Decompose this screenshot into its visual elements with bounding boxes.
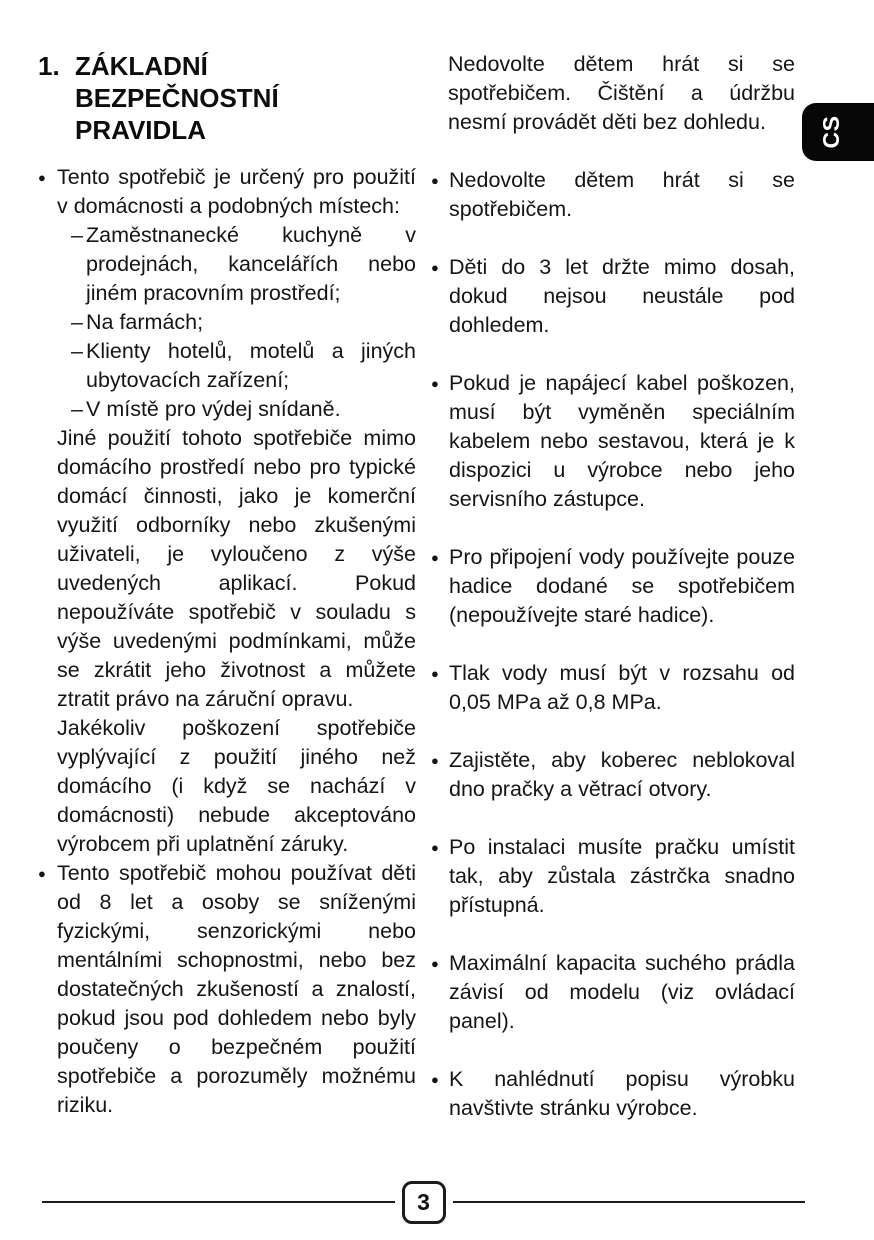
list-item-text: K nahlédnutí popisu výrobku navštivte stránku výrobce.	[449, 1067, 795, 1120]
list-item-text: Děti do 3 let držte mimo dosah, dokud nejsou neustále pod dohledem.	[449, 255, 795, 337]
list-item-text: Pro připojení vody používejte pouze hadice dodané se spotřebičem (nepoužívejte staré hadice).	[449, 545, 795, 627]
list-item-text: Zaměstnanecké kuchyně v prodejnách, kancelářích nebo jiném pracovním prostředí;	[86, 223, 416, 305]
dash-icon: –	[71, 339, 83, 363]
bullet-icon: ●	[431, 173, 439, 188]
bullet-icon: ●	[431, 753, 439, 768]
list-item-text: Klienty hotelů, motelů a jiných ubytovacích zařízení;	[86, 339, 416, 392]
list-item	[431, 166, 795, 224]
list-item-text: Tlak vody musí být v rozsahu od 0,05 MPa až 0,8 MPa.	[449, 661, 795, 714]
bullet-icon: ●	[431, 376, 439, 391]
footer-rule-left	[42, 1201, 395, 1203]
list-item	[431, 253, 795, 340]
list-item	[38, 424, 416, 714]
footer-rule-right	[453, 1201, 806, 1203]
dash-icon: –	[71, 223, 83, 247]
left-column	[38, 50, 416, 1120]
list-item	[431, 543, 795, 630]
bullet-icon: ●	[431, 1072, 439, 1087]
list-item	[38, 163, 416, 221]
bullet-icon: ●	[431, 550, 439, 565]
list-item-text: Tento spotřebič mohou používat děti od 8 let a osoby se sníženými fyzickými, senzorickými nebo mentálními schopnostmi, nebo bez dostatečných zkušeností a znalostí, pokud jsou pod dohledem nebo byly poučeny o bezpečném použití spotřebiče a porozuměly možnému riziku.	[57, 861, 416, 1117]
list-item	[431, 746, 795, 804]
section-heading	[38, 50, 416, 146]
list-item-text: Tento spotřebič je určený pro použití v domácnosti a podobných místech:	[57, 165, 416, 218]
left-column-items	[38, 163, 416, 1120]
list-item	[38, 308, 416, 337]
list-item	[38, 221, 416, 308]
section-number: 1.	[38, 51, 60, 81]
list-item-text: Po instalaci musíte pračku umístit tak, aby zůstala zástrčka snadno přístupná.	[449, 835, 795, 917]
list-item-text: V místě pro výdej snídaně.	[86, 397, 341, 421]
bullet-icon: ●	[38, 170, 46, 185]
list-item	[431, 50, 795, 137]
page-number: 3	[417, 1188, 430, 1215]
right-column-items	[431, 50, 795, 1123]
language-tab	[802, 103, 874, 161]
list-item-text: Zajistěte, aby koberec neblokoval dno pračky a větrací otvory.	[449, 748, 795, 801]
dash-icon: –	[71, 397, 83, 421]
list-item	[38, 714, 416, 859]
right-column	[431, 50, 795, 1123]
bullet-icon: ●	[431, 666, 439, 681]
list-item	[431, 949, 795, 1036]
list-item	[431, 833, 795, 920]
dash-icon: –	[71, 310, 83, 334]
list-item-text: Nedovolte dětem hrát si se spotřebičem. Čištění a údržbu nesmí provádět děti bez dohledu.	[448, 52, 795, 134]
list-item-text: Pokud je napájecí kabel poškozen, musí být vyměněn speciálním kabelem nebo sestavou, která je k dispozici u výrobce nebo jeho servisního zástupce.	[449, 371, 795, 511]
list-item	[431, 369, 795, 514]
list-item	[38, 337, 416, 395]
list-item	[431, 659, 795, 717]
page-number-box	[402, 1181, 446, 1224]
list-item-text: Maximální kapacita suchého prádla závisí od modelu (viz ovládací panel).	[449, 951, 795, 1033]
list-item	[38, 859, 416, 1120]
list-item-text: Jakékoliv poškození spotřebiče vyplývající z použití jiného než domácího (i když se nachází v domácnosti) nebude akceptováno výrobcem při uplatnění záruky.	[57, 716, 416, 856]
language-tab-label: CS	[817, 115, 844, 149]
section-title: ZÁKLADNÍ BEZPEČNOSTNÍ PRAVIDLA	[75, 51, 279, 145]
bullet-icon: ●	[38, 866, 46, 881]
list-item-text: Nedovolte dětem hrát si se spotřebičem.	[449, 168, 795, 221]
list-item	[431, 1065, 795, 1123]
bullet-icon: ●	[431, 956, 439, 971]
list-item	[38, 395, 416, 424]
bullet-icon: ●	[431, 840, 439, 855]
list-item-text: Na farmách;	[86, 310, 204, 334]
footer	[42, 1179, 805, 1225]
list-item-text: Jiné použití tohoto spotřebiče mimo domácího prostředí nebo pro typické domácí činnosti, jako je komerční využití odborníky nebo zkušenými uživateli, je vyloučeno z výše uvedených aplikací. Pokud nepoužíváte spotřebič v souladu s výše uvedenými podmínkami, může se zkrátit jeho životnost a můžete ztratit právo na záruční opravu.	[57, 426, 416, 711]
bullet-icon: ●	[431, 260, 439, 275]
